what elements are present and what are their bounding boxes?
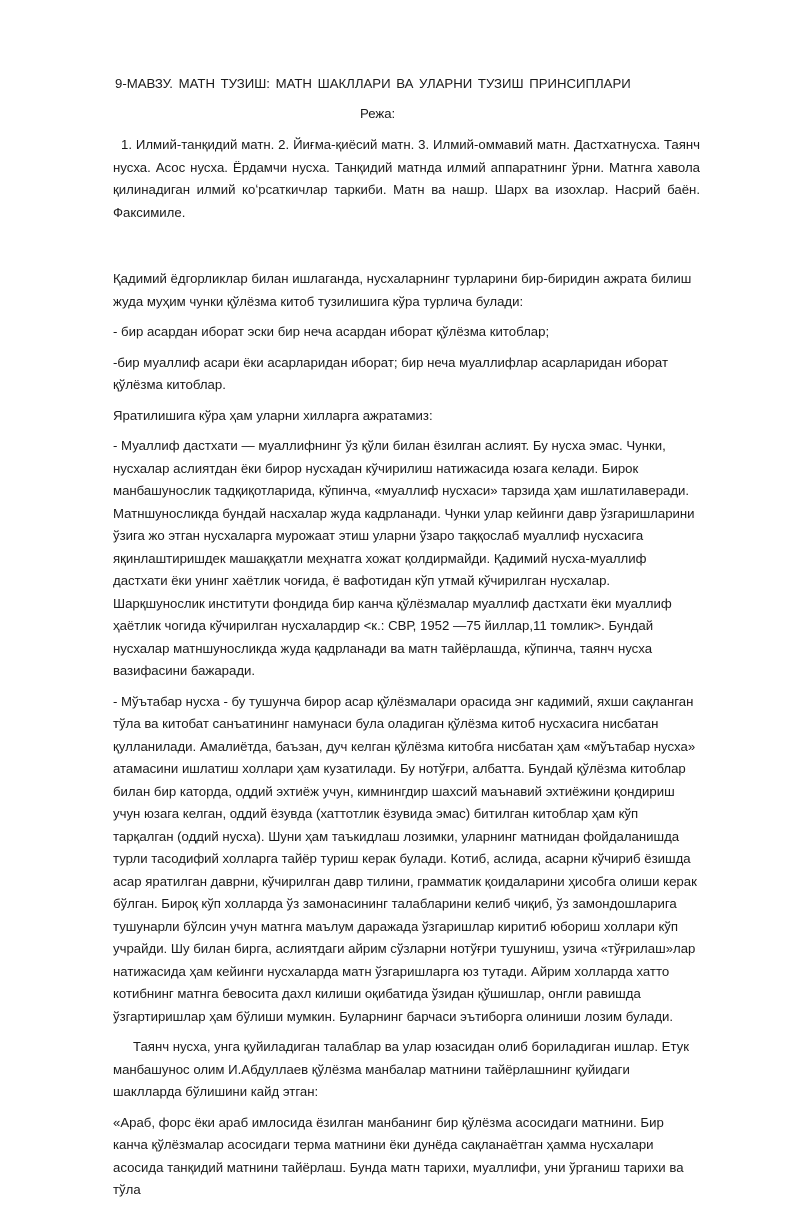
paragraph-base-copy: Таянч нусха, унга қуйиладиган талаблар ва улар юзасидан олиб бориладиган ишлар. Етук манбашунос олим И.Абдуллаев қўлёзма манбалар матнини тайёрлашнинг қуйидаги шаклларда бўлишини кайд этган: [113,1039,689,1099]
paragraph-quote: «Араб, форс ёки араб имлосида ёзилган манбанинг бир қўлёзма асосидаги матнини. Бир канча қўлёзмалар асосидаги терма матнини ёки дунёда сақланаётган ҳамма нусхалари асосида танқидий матнини тайёрлаш. Бунда матн тарихи, муаллифи, уни ўрганиш тарихи ва тўла [113,1114,684,1197]
paragraph-creation-types: Яратилишига кўра ҳам уларни хилларга ажратамиз: [113,407,433,423]
paragraph-intro: Қадимий ёдгорликлар билан ишлаганда, нусхаларнинг турларини бир-биридин ажрата билиш жуда муҳим чунки қўлёзма китоб тузилишига кўра турлича булади: [113,271,692,309]
plan-heading: Режа: [360,106,396,121]
paragraph-list-item-1: - бир асардан иборат эски бир неча асардан иборат қўлёзма китоблар; [113,324,550,339]
paragraph-list-item-2: -бир муаллиф асари ёки асарларидан иборат; бир неча муаллифлар асарларидан иборат қўлёзма китоблар. [113,354,669,392]
topic-title: 9-МАВЗУ. МАТН ТУЗИШ: МАТН ШАКЛЛАРИ ВА УЛАРНИ ТУЗИШ ПРИНСИПЛАРИ [115,76,631,91]
document-page [113,74,700,1210]
plan-text: 1. Илмий-танқидий матн. 2. Йиғма-қиёсий матн. 3. Илмий-оммавий матн. Дастхатнусха. Таянч нусха. Асос нусха. Ёрдамчи нусха. Танқидий матнда илмий аппаратнинг ўрни. Матнга хавола қилинадиган илмий коʻрсаткичлар таркиби. Матн ва нашр. Шарх ва изохлар. Насрий баён. Факсимиле. [113,137,700,220]
paragraph-authoritative-copy: - Мўътабар нусха - бу тушунча бирор асар қўлёзмалари орасида энг кадимий, яхши сақланган тўла ва китобат санъатининг намунаси була оладиган қўлёзма китоб нусхасига нисбатан қулланилади. Амалиётда, баъзан, дуч келган қўлёзма китобга нисбатан ҳам «мўътабар нусха» атамасини ишлатиш холлари ҳам кузатилади. Бу нотўғри, албатта. Бундай қўлёзма китоблар билан бир каторда, оддий эхтиёж учун, кимнингдир шахсий маънавий эхтиёжини қондириш учун юзага келган, оддий ёзувда (хаттотлик ёзувида эмас) битилган китоблар ҳам кўп тарқалган (оддий нусха). Шуни ҳам таъкидлаш лозимки, уларнинг матнидан фойдаланишда турли тасодифий холларга тайёр туриш керак булади. Котиб, аслида, асарни кўчириб ёзишда асар яратилган даврни, кўчирилган давр тилини, грамматик қоидаларини ҳисобга олиши керак бўлган. Бироқ кўп холларда ўз замонасининг талабларини келиб чиқиб, ўз замондошларига тушунарли бўлсин учун матнга маълум даражада ўзгаришлар киритиб юбориш холлари кўп учрайди. Шу билан бирга, аслиятдаги айрим сўзларни нотўғри тушуниш, узича «тўғрилаш»лар натижасида ҳам кейинги нусхаларда матн ўзгаришларга юз тутади. Айрим холларда хатто котибнинг матнга бевосита дахл килиши оқибатида ўзидан қўшишлар, онгли равишда ўзгартиришлар ҳам бўлиши мумкин. Буларнинг барчаси эътиборга олиниши лозим булади. [113,693,697,1024]
paragraph-author-autograph: - Муаллиф дастхати — муаллифнинг ўз қўли билан ёзилган аслият. Бу нусха эмас. Чунки, нусхалар аслиятдан ёки бирор нусхадан кўчирилиш натижасида юзага келади. Бирок манбашунослик тадқиқотларида, кўпинча, «муаллиф нусхаси» тарзида ҳам ишлатилаверади. Матншуносликда бундай насхалар жуда кадрланади. Чунки улар кейинги давр ўзгаришларини ўзига жо этган нусхаларга мурожаат этиш уларни ўзаро таққослаб муаллиф нусхасига яқинлаштиришдек машаққатли меҳнатга хожат қолдирмайди. Қадимий нусха-муаллиф дастхати ёки унинг хаётлик чоғида, ё вафотидан кўп утмай кўчирилган нусхалар. Шарқшунослик институти фондида бир канча қўлёзмалар муаллиф дастхати ёки муаллиф ҳаётлик чогида кўчирилган нусхалардир <к.: СВР, 1952 —75 йиллар,11 томлик>. Бундай нусхалар матншуносликда жуда қадрланади ва матн тайёрлашда, кўпинча, таянч нусха вазифасини бажаради. [113,438,695,678]
